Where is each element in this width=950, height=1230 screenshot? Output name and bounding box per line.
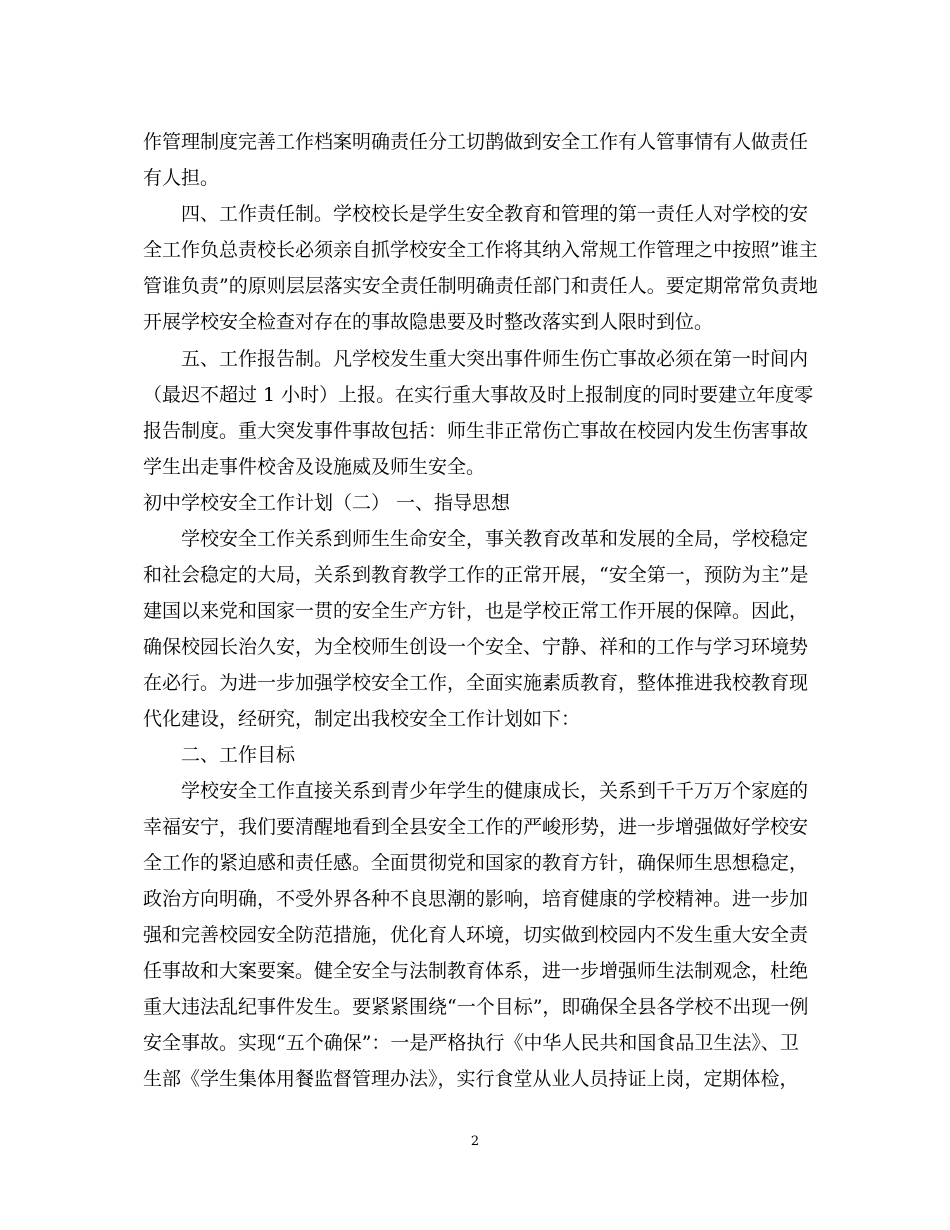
text-line: 安全事故。实现“五个确保”：一是严格执行《中华人民共和国食品卫生法》、卫	[143, 1032, 799, 1054]
text-line: 幸福安宁，我们要清醒地看到全县安全工作的严峻形势，进一步增强做好学校安	[143, 816, 809, 838]
text-line: 作管理制度完善工作档案明确责任分工切鹊做到安全工作有人管事情有人做责任	[143, 131, 809, 153]
text-line: 生部《学生集体用餐监督管理办法》，实行食堂从业人员持证上岗，定期体检，	[143, 1068, 799, 1090]
page-number: 2	[470, 1134, 480, 1149]
text-line: 政治方向明确，不受外界各种不良思潮的影响，培育健康的学校精神。进一步加	[143, 888, 809, 910]
text-line: 开展学校安全检查对存在的事故隐患要及时整改落实到人限时到位。	[143, 311, 714, 333]
text-line: 全工作的紧迫感和责任感。全面贯彻党和国家的教育方针，确保师生思想稳定，	[143, 852, 809, 874]
paragraph-first-line: 五、工作报告制。凡学校发生重大突出事件师生伤亡事故必须在第一时间内	[181, 348, 809, 370]
text-line: 代化建设，经研究，制定出我校安全工作计划如下：	[143, 708, 581, 730]
section-heading: 二、工作目标	[181, 744, 296, 766]
text-line: 在必行。为进一步加强学校安全工作，全面实施素质教育，整体推进我校教育现	[143, 672, 809, 694]
text-line: 强和完善校园安全防范措施，优化育人环境，切实做到校园内不发生重大安全责	[143, 924, 809, 946]
section-heading: 初中学校安全工作计划（二） 一、指导思想	[143, 492, 511, 514]
text-line: 管谁负责”的原则层层落实安全责任制明确责任部门和责任人。要定期常常负责地	[143, 275, 818, 297]
text-line: （最迟不超过 1 小时）上报。在实行重大事故及时上报制度的同时要建立年度零	[143, 384, 814, 406]
text-line: 任事故和大案要案。健全安全与法制教育体系，进一步增强师生法制观念，杜绝	[143, 960, 809, 982]
text-line: 确保校园长治久安，为全校师生创设一个安全、宁静、祥和的工作与学习环境势	[143, 636, 809, 658]
paragraph-first-line: 四、工作责任制。学校校长是学生安全教育和管理的第一责任人对学校的安	[181, 203, 809, 225]
text-line: 建国以来党和国家一贯的安全生产方针，也是学校正常工作开展的保障。因此，	[143, 600, 809, 622]
text-line: 全工作负总责校长必须亲自抓学校安全工作将其纳入常规工作管理之中按照”谁主	[143, 239, 818, 261]
text-line: 有人担。	[143, 167, 220, 189]
paragraph-first-line: 学校安全工作直接关系到青少年学生的健康成长，关系到千千万万个家庭的	[181, 780, 809, 802]
text-line: 和社会稳定的大局，关系到教育教学工作的正常开展，“安全第一，预防为主”是	[143, 564, 809, 586]
text-line: 重大违法乱纪事件发生。要紧紧围绕“一个目标”，即确保全县各学校不出现一例	[143, 996, 809, 1018]
paragraph-first-line: 学校安全工作关系到师生生命安全，事关教育改革和发展的全局，学校稳定	[181, 528, 809, 550]
text-line: 学生出走事件校舍及设施威及师生安全。	[143, 456, 486, 478]
text-line: 报告制度。重大突发事件事故包括：师生非正常伤亡事故在校园内发生伤害事故	[143, 420, 809, 442]
